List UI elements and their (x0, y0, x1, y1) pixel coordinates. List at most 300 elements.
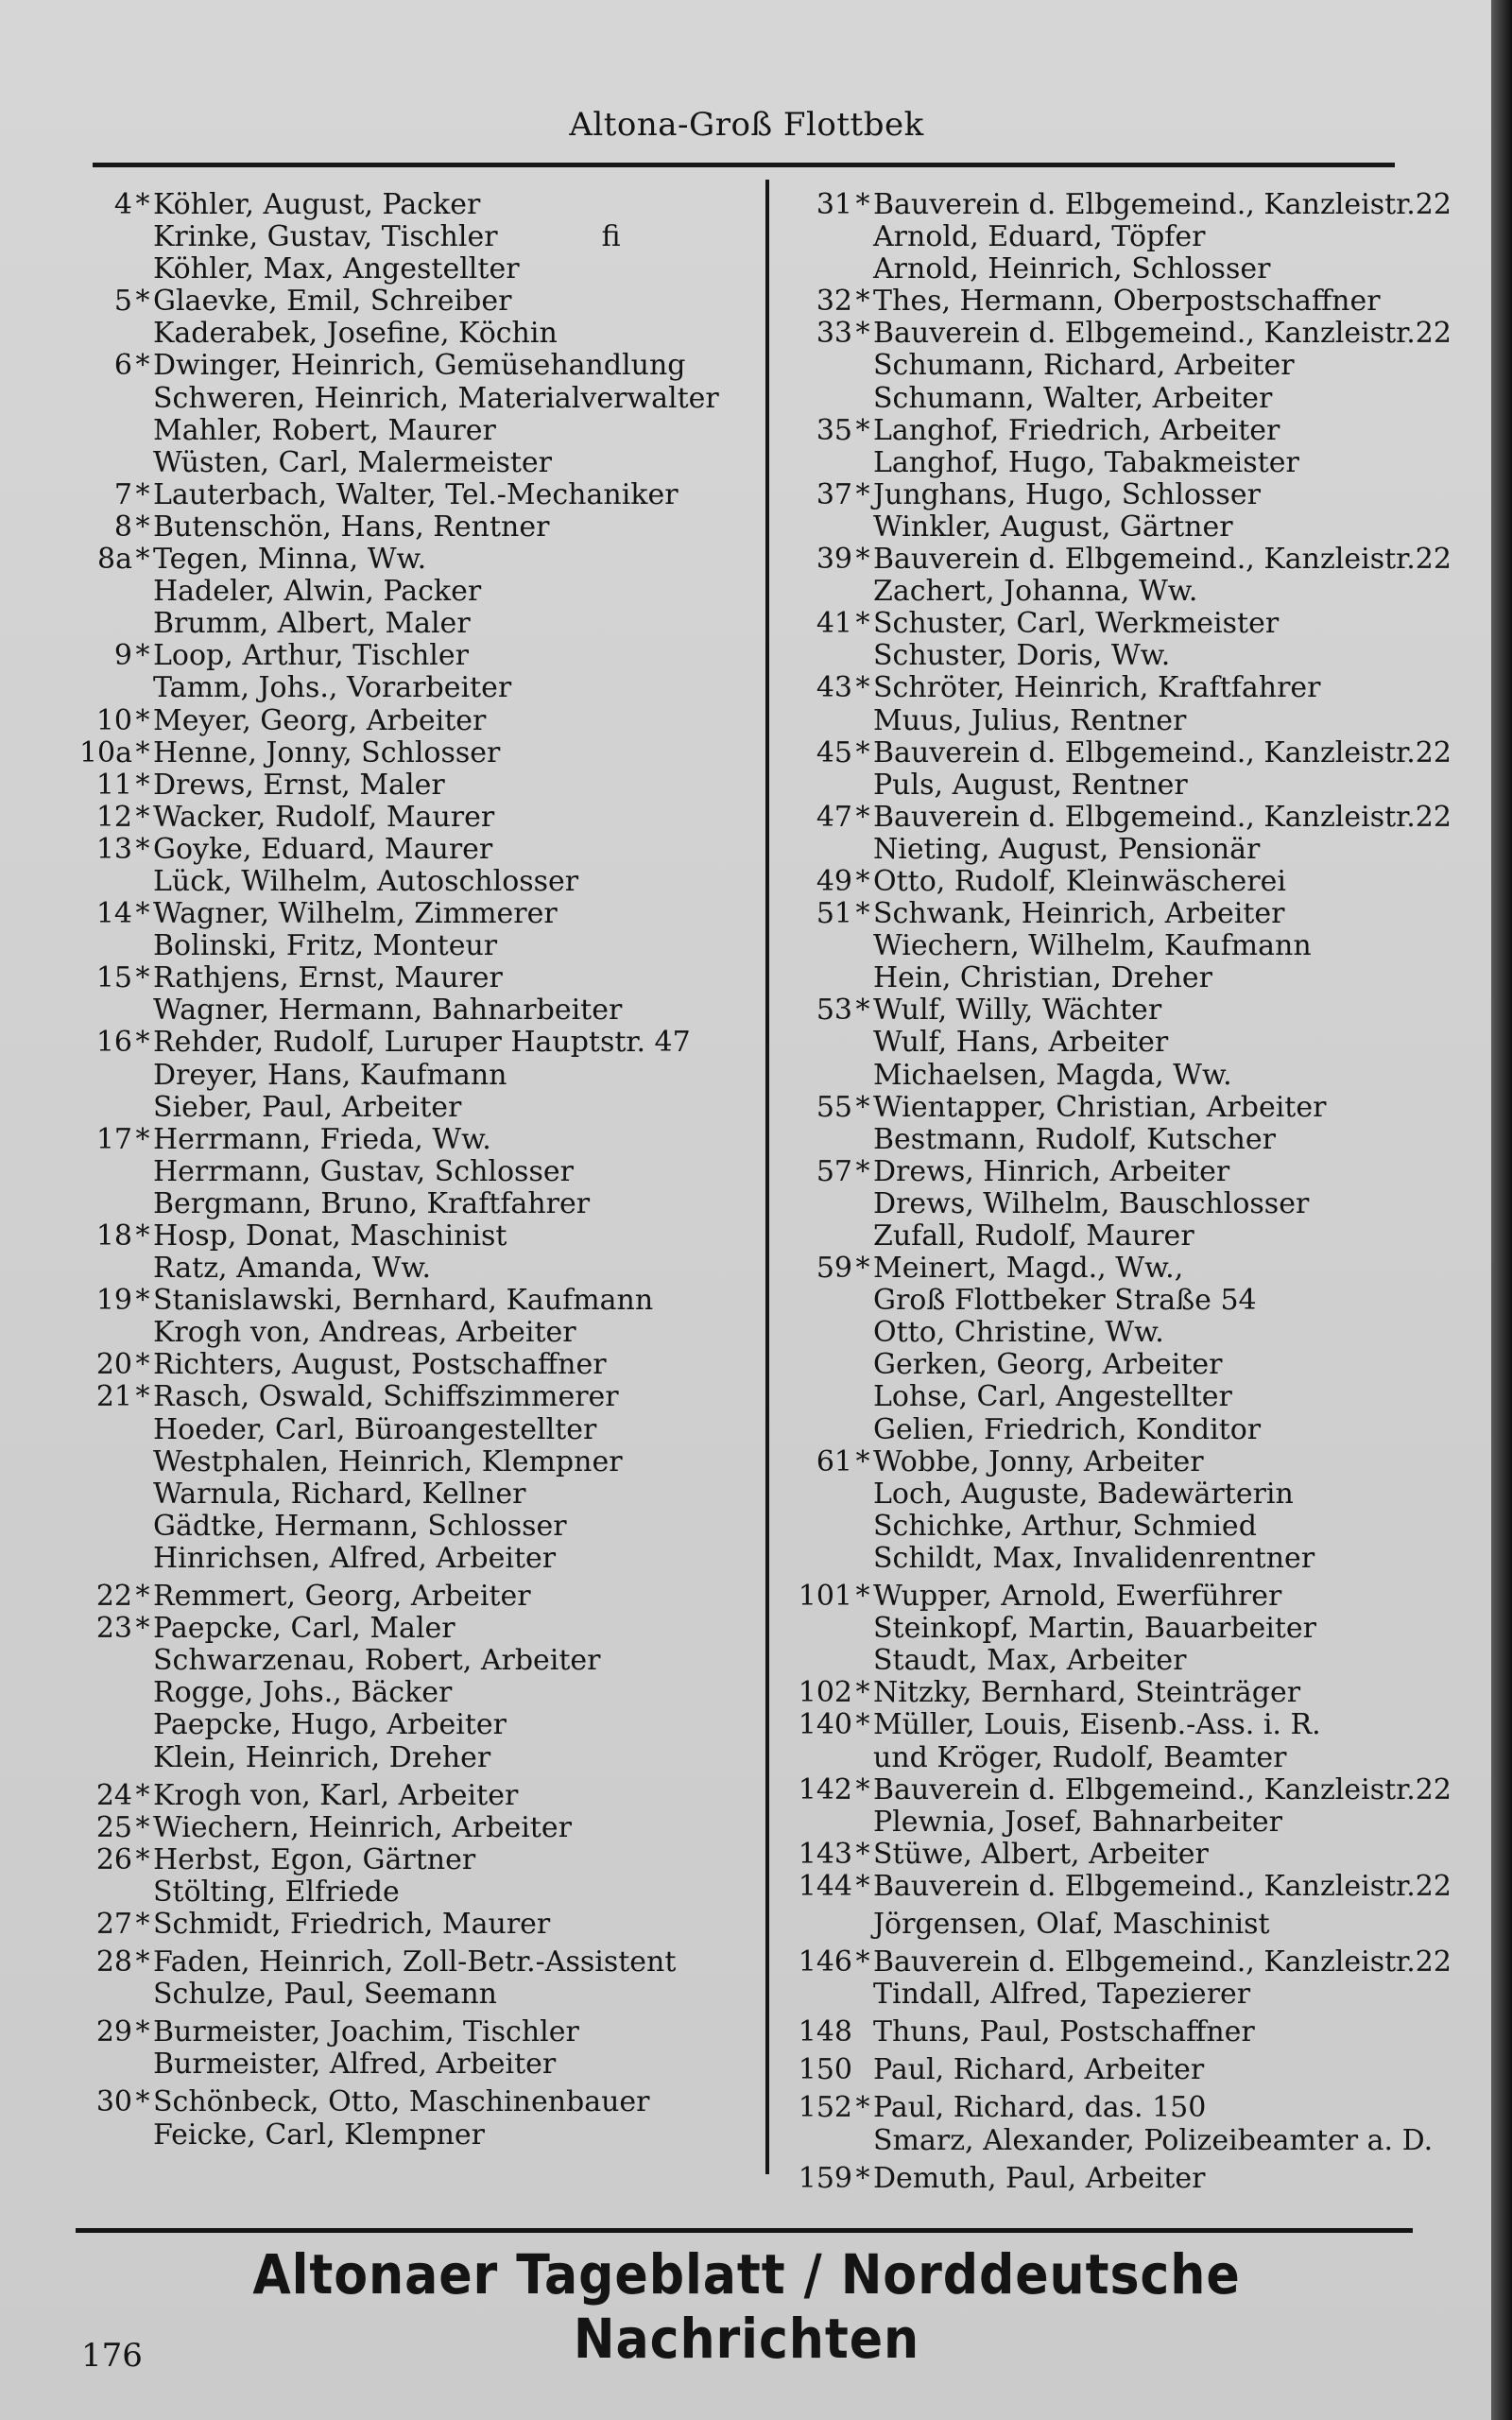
owner-asterisk: * (855, 1837, 870, 1871)
owner-asterisk: * (855, 2091, 870, 2125)
directory-entry (765, 834, 1484, 866)
directory-entry (57, 1742, 756, 1774)
directory-entry (57, 1946, 756, 1979)
resident-name: Tindall, Alfred, Tapezierer (873, 1978, 1251, 2012)
directory-entry (765, 1220, 1484, 1253)
resident-name: Paepcke, Hugo, Arbeiter (153, 1708, 507, 1742)
directory-entry (57, 1511, 756, 1543)
house-number (57, 866, 132, 898)
directory-entry (57, 802, 756, 834)
directory-entry (57, 1317, 756, 1349)
house-number: 25 (95, 1810, 132, 1844)
directory-entry (57, 285, 756, 318)
house-number: 23 (95, 1612, 132, 1646)
house-number: 28 (95, 1945, 132, 1979)
owner-asterisk: * (135, 961, 150, 995)
house-number (765, 1124, 852, 1156)
owner-asterisk (132, 1742, 153, 1774)
directory-entry (765, 1092, 1484, 1124)
owner-asterisk: * (135, 768, 150, 802)
resident-name: Langhof, Hugo, Tabakmeister (873, 445, 1299, 479)
house-number: 37 (816, 477, 852, 511)
directory-entry (57, 576, 756, 608)
resident-name: Wagner, Hermann, Bahnarbeiter (153, 994, 623, 1028)
resident-name: Schwank, Heinrich, Arbeiter (873, 897, 1285, 931)
resident-name: Puls, August, Rentner (873, 768, 1188, 802)
directory-entry (57, 189, 756, 221)
owner-asterisk: * (855, 543, 870, 577)
owner-asterisk (852, 1645, 873, 1677)
owner-asterisk (852, 1478, 873, 1511)
owner-asterisk: * (135, 703, 150, 737)
directory-entry (765, 898, 1484, 930)
resident-name: Rasch, Oswald, Schiffszimmerer (153, 1380, 619, 1414)
directory-entry (57, 930, 756, 962)
owner-asterisk (852, 2125, 873, 2157)
footer-rule (76, 2228, 1413, 2233)
house-number (765, 447, 852, 479)
owner-asterisk: * (855, 413, 870, 447)
directory-entry (57, 1446, 756, 1478)
owner-asterisk: * (855, 607, 870, 641)
house-number: 4 (113, 188, 132, 221)
house-number (765, 1645, 852, 1677)
resident-name: Loop, Arthur, Tischler (153, 639, 469, 673)
resident-name: Schulze, Paul, Seemann (153, 1978, 497, 2012)
house-number: 146 (798, 1945, 852, 1979)
resident-name: Krinke, Gustav, Tischler (153, 220, 498, 254)
house-number (57, 1709, 132, 1741)
directory-entry (765, 1156, 1484, 1188)
resident-name: Zufall, Rudolf, Maurer (873, 1219, 1194, 1253)
directory-entry (57, 544, 756, 576)
house-number: 33 (816, 317, 852, 351)
resident-name: Bauverein d. Elbgemeind., Kanzleistr.22 (873, 735, 1452, 769)
owner-asterisk: * (135, 735, 150, 769)
house-number: 102 (798, 1676, 852, 1710)
house-number (765, 1478, 852, 1511)
resident-name: Brumm, Albert, Maler (153, 607, 471, 641)
house-number: 21 (95, 1380, 132, 1414)
house-number (765, 930, 852, 962)
owner-asterisk (852, 1543, 873, 1575)
owner-asterisk: * (135, 800, 150, 834)
owner-asterisk (852, 1188, 873, 1220)
resident-name: Krogh von, Karl, Arbeiter (153, 1778, 519, 1812)
house-number: 10a (78, 735, 132, 769)
page-edge-shadow (1491, 0, 1512, 2420)
house-number: 61 (816, 1444, 852, 1478)
directory-entry (57, 1780, 756, 1812)
resident-name: Herrmann, Frieda, Ww. (153, 1122, 491, 1156)
resident-name: Bauverein d. Elbgemeind., Kanzleistr.22 (873, 1772, 1452, 1806)
house-number: 140 (798, 1708, 852, 1742)
resident-name: Staudt, Max, Arbeiter (873, 1644, 1187, 1678)
resident-name: Wulf, Hans, Arbeiter (873, 1026, 1169, 1060)
house-number: 144 (798, 1869, 852, 1903)
house-number: 30 (95, 2085, 132, 2119)
resident-name: Nitzky, Bernhard, Steinträger (873, 1676, 1301, 1710)
directory-entry (57, 2086, 756, 2118)
house-number (57, 1414, 132, 1446)
house-number (57, 1188, 132, 1220)
owner-asterisk: * (855, 1252, 870, 1286)
directory-entry (765, 1645, 1484, 1677)
resident-name: Otto, Rudolf, Kleinwäscherei (873, 864, 1286, 898)
house-number (57, 1677, 132, 1709)
resident-name: Faden, Heinrich, Zoll-Betr.-Assistent (153, 1945, 677, 1979)
resident-name: Muus, Julius, Rentner (873, 703, 1187, 737)
directory-entry (57, 415, 756, 447)
resident-name: Bauverein d. Elbgemeind., Kanzleistr.22 (873, 1869, 1452, 1903)
directory-entry (765, 576, 1484, 608)
resident-name: Steinkopf, Martin, Bauarbeiter (873, 1612, 1316, 1646)
directory-entry (765, 1027, 1484, 1059)
house-number: 10 (95, 703, 132, 737)
resident-name: Wiechern, Wilhelm, Kaufmann (873, 929, 1312, 963)
resident-name: Goyke, Eduard, Maurer (153, 832, 493, 866)
owner-asterisk (852, 1613, 873, 1645)
house-number (765, 511, 852, 544)
resident-name: Thuns, Paul, Postschaffner (873, 2015, 1255, 2049)
resident-name: Bolinski, Fritz, Monteur (153, 929, 498, 963)
owner-asterisk: * (135, 1284, 150, 1318)
directory-entry (57, 350, 756, 382)
owner-asterisk: * (855, 477, 870, 511)
right-column (765, 189, 1484, 2195)
house-number (57, 221, 132, 253)
resident-name: Plewnia, Josef, Bahnarbeiter (873, 1805, 1282, 1839)
resident-name: Schweren, Heinrich, Materialverwalter (153, 381, 719, 415)
house-number (57, 576, 132, 608)
left-column (57, 189, 756, 2152)
house-number (57, 2048, 132, 2081)
directory-entry (57, 2016, 756, 2048)
owner-asterisk (132, 994, 153, 1027)
resident-name: Arnold, Eduard, Töpfer (873, 220, 1206, 254)
directory-entry (57, 866, 756, 898)
house-number: 43 (816, 671, 852, 705)
directory-entry (57, 1909, 756, 1941)
resident-name: Langhof, Friedrich, Arbeiter (873, 413, 1280, 447)
owner-asterisk: * (135, 543, 150, 577)
resident-name: Mahler, Robert, Maurer (153, 413, 496, 447)
resident-name: Gädtke, Hermann, Schlosser (153, 1509, 567, 1543)
owner-asterisk (132, 1979, 153, 2011)
house-number: 24 (95, 1778, 132, 1812)
house-number (57, 1317, 132, 1349)
directory-entry (765, 608, 1484, 640)
directory-entry (765, 383, 1484, 415)
resident-name: Gerken, Georg, Arbeiter (873, 1348, 1223, 1382)
resident-name: Klein, Heinrich, Dreher (153, 1740, 491, 1774)
owner-asterisk: * (135, 1026, 150, 1060)
house-number (57, 1478, 132, 1511)
directory-entry (57, 994, 756, 1027)
house-number (57, 994, 132, 1027)
owner-asterisk: * (135, 2085, 150, 2119)
directory-entry (57, 1220, 756, 1253)
owner-asterisk (132, 1414, 153, 1446)
resident-name: Otto, Christine, Ww. (873, 1316, 1164, 1350)
page-number: 176 (81, 2337, 143, 2375)
owner-asterisk (852, 350, 873, 382)
resident-name: Bauverein d. Elbgemeind., Kanzleistr.22 (873, 188, 1452, 221)
house-number: 51 (816, 897, 852, 931)
resident-name: Dreyer, Hans, Kaufmann (153, 1058, 507, 1092)
directory-entry (57, 1581, 756, 1613)
owner-asterisk (852, 769, 873, 802)
resident-name: Bauverein d. Elbgemeind., Kanzleistr.22 (873, 1945, 1452, 1979)
house-number (57, 318, 132, 350)
owner-asterisk: * (135, 285, 150, 319)
house-number: 39 (816, 543, 852, 577)
owner-asterisk (132, 1317, 153, 1349)
resident-name: Michaelsen, Magda, Ww. (873, 1058, 1232, 1092)
owner-asterisk (132, 318, 153, 350)
house-number (765, 1613, 852, 1645)
resident-name: Junghans, Hugo, Schlosser (873, 477, 1261, 511)
directory-entry (765, 285, 1484, 318)
owner-asterisk (852, 511, 873, 544)
owner-asterisk: * (135, 1380, 150, 1414)
resident-name: Wobbe, Jonny, Arbeiter (873, 1444, 1204, 1478)
owner-asterisk (132, 930, 153, 962)
owner-asterisk: * (135, 1778, 150, 1812)
owner-asterisk (852, 1909, 873, 1941)
owner-asterisk (852, 1317, 873, 1349)
owner-asterisk: * (855, 1772, 870, 1806)
owner-asterisk (852, 383, 873, 415)
resident-name: Lauterbach, Walter, Tel.-Mechaniker (153, 477, 679, 511)
owner-asterisk (132, 253, 153, 285)
directory-entry (57, 447, 756, 479)
owner-asterisk: * (135, 477, 150, 511)
resident-name: Burmeister, Joachim, Tischler (153, 2015, 579, 2049)
resident-name: Bergmann, Bruno, Kraftfahrer (153, 1186, 591, 1220)
owner-asterisk (132, 1060, 153, 1092)
house-number (765, 1188, 852, 1220)
resident-name: Hosp, Donat, Maschinist (153, 1219, 507, 1253)
resident-name: Hoeder, Carl, Büroangestellter (153, 1412, 597, 1446)
resident-name: Sieber, Paul, Arbeiter (153, 1090, 462, 1124)
house-number (765, 221, 852, 253)
house-number: 11 (95, 768, 132, 802)
owner-asterisk: * (135, 1348, 150, 1382)
directory-entry (57, 1027, 756, 1059)
owner-asterisk (852, 834, 873, 866)
owner-asterisk (132, 2119, 153, 2152)
house-number: 142 (798, 1772, 852, 1806)
directory-entry (765, 544, 1484, 576)
page-header: Altona-Groß Flottbek (569, 106, 924, 144)
resident-name: Schumann, Walter, Arbeiter (873, 381, 1273, 415)
house-number: 148 (798, 2015, 852, 2049)
house-number: 45 (816, 735, 852, 769)
house-number: 20 (95, 1348, 132, 1382)
owner-asterisk: * (855, 1869, 870, 1903)
house-number (765, 383, 852, 415)
directory-entry (57, 737, 756, 769)
owner-asterisk: * (135, 349, 150, 383)
house-number: 159 (798, 2161, 852, 2195)
directory-entry (765, 1613, 1484, 1645)
owner-asterisk (132, 1876, 153, 1909)
directory-entry (765, 672, 1484, 704)
house-number: 15 (95, 961, 132, 995)
owner-asterisk (132, 415, 153, 447)
owner-asterisk (132, 221, 153, 253)
directory-entry (57, 221, 756, 253)
owner-asterisk: * (135, 1945, 150, 1979)
directory-entry (765, 1188, 1484, 1220)
owner-asterisk (852, 253, 873, 285)
house-number: 150 (798, 2053, 852, 2087)
owner-asterisk: * (855, 800, 870, 834)
directory-entry (57, 898, 756, 930)
house-number (57, 253, 132, 285)
house-number (765, 1806, 852, 1839)
resident-name: Henne, Jonny, Schlosser (153, 735, 501, 769)
owner-asterisk: * (135, 1122, 150, 1156)
house-number (57, 672, 132, 704)
house-number (57, 415, 132, 447)
resident-name: Wagner, Wilhelm, Zimmerer (153, 897, 558, 931)
directory-entry (765, 640, 1484, 672)
owner-asterisk (852, 1285, 873, 1317)
resident-name: Gelien, Friedrich, Konditor (873, 1412, 1262, 1446)
owner-asterisk: * (855, 1444, 870, 1478)
directory-entry (57, 1979, 756, 2011)
house-number: 18 (95, 1219, 132, 1253)
owner-asterisk: * (135, 1580, 150, 1614)
owner-asterisk: * (855, 671, 870, 705)
resident-name: Bauverein d. Elbgemeind., Kanzleistr.22 (873, 317, 1452, 351)
owner-asterisk (132, 1543, 153, 1575)
house-number: 55 (816, 1090, 852, 1124)
directory-entry (765, 1285, 1484, 1317)
resident-name: Wupper, Arnold, Ewerführer (873, 1580, 1282, 1614)
house-number (765, 834, 852, 866)
resident-name: Dwinger, Heinrich, Gemüsehandlung (153, 349, 686, 383)
owner-asterisk: * (855, 735, 870, 769)
directory-entry (57, 1876, 756, 1909)
directory-entry (765, 350, 1484, 382)
house-number (57, 1543, 132, 1575)
house-number (765, 1414, 852, 1446)
house-number: 8 (113, 510, 132, 544)
directory-entry (57, 2048, 756, 2081)
owner-asterisk (852, 1381, 873, 1413)
directory-entry (57, 1124, 756, 1156)
header-rule (93, 163, 1395, 167)
resident-name: Rogge, Johs., Bäcker (153, 1676, 453, 1710)
resident-name: Groß Flottbeker Straße 54 (873, 1284, 1257, 1318)
resident-name: Herbst, Egon, Gärtner (153, 1842, 476, 1876)
owner-asterisk: * (855, 1154, 870, 1188)
resident-name: Müller, Louis, Eisenb.-Ass. i. R. (873, 1708, 1321, 1742)
directory-entry (57, 253, 756, 285)
resident-name: Feicke, Carl, Klempner (153, 2118, 486, 2152)
resident-name: Westphalen, Heinrich, Klempner (153, 1444, 623, 1478)
resident-name: Herrmann, Gustav, Schlosser (153, 1154, 574, 1188)
directory-entry (57, 1188, 756, 1220)
resident-name: Lohse, Carl, Angestellter (873, 1380, 1232, 1414)
owner-asterisk: * (855, 285, 870, 319)
newspaper-banner: Altonaer Tageblatt / Norddeutsche Nachrichten (252, 2242, 1241, 2371)
house-number (57, 1979, 132, 2011)
directory-entry (57, 640, 756, 672)
resident-name: Ratz, Amanda, Ww. (153, 1252, 432, 1286)
directory-entry (57, 1645, 756, 1677)
directory-entry (765, 769, 1484, 802)
owner-asterisk (852, 705, 873, 737)
resident-name: Arnold, Heinrich, Schlosser (873, 252, 1271, 286)
directory-entry (765, 1446, 1484, 1478)
owner-asterisk: * (855, 1945, 870, 1979)
directory-entry (57, 1060, 756, 1092)
resident-name: Bauverein d. Elbgemeind., Kanzleistr.22 (873, 800, 1452, 834)
directory-entry (57, 1543, 756, 1575)
directory-entry (57, 2119, 756, 2152)
owner-asterisk: * (855, 317, 870, 351)
owner-asterisk: * (855, 1580, 870, 1614)
owner-asterisk: * (135, 1810, 150, 1844)
house-number: 17 (95, 1122, 132, 1156)
owner-asterisk: * (855, 1676, 870, 1710)
owner-asterisk (132, 576, 153, 608)
directory-entry (57, 511, 756, 544)
owner-asterisk (852, 1511, 873, 1543)
resident-name: Richters, August, Postschaffner (153, 1348, 607, 1382)
house-number (765, 576, 852, 608)
directory-entry (765, 2016, 1484, 2048)
house-number: 12 (95, 800, 132, 834)
directory-entry (765, 1979, 1484, 2011)
owner-asterisk (132, 1709, 153, 1741)
resident-name: Burmeister, Alfred, Arbeiter (153, 2048, 557, 2082)
resident-name: Paul, Richard, das. 150 (873, 2091, 1207, 2125)
house-number (57, 1060, 132, 1092)
resident-name: Hadeler, Alwin, Packer (153, 575, 482, 609)
directory-entry (765, 2092, 1484, 2124)
directory-entry (765, 737, 1484, 769)
directory-entry (57, 705, 756, 737)
resident-name: Schönbeck, Otto, Maschinenbauer (153, 2085, 650, 2119)
house-number: 19 (95, 1284, 132, 1318)
directory-entry (765, 1806, 1484, 1839)
resident-name: Schuster, Carl, Werkmeister (873, 607, 1280, 641)
resident-name: Rehder, Rudolf, Luruper Hauptstr. 47 (153, 1026, 691, 1060)
house-number (765, 1511, 852, 1543)
resident-name: Drews, Wilhelm, Bauschlosser (873, 1186, 1310, 1220)
house-number: 6 (113, 349, 132, 383)
house-number (765, 962, 852, 994)
owner-asterisk (132, 672, 153, 704)
directory-entry (57, 1709, 756, 1741)
house-number: 29 (95, 2015, 132, 2049)
owner-asterisk (132, 866, 153, 898)
house-number: 152 (798, 2091, 852, 2125)
house-number (765, 253, 852, 285)
owner-asterisk (852, 1979, 873, 2011)
owner-asterisk (852, 930, 873, 962)
resident-name: Bauverein d. Elbgemeind., Kanzleistr.22 (873, 543, 1452, 577)
resident-name: Hinrichsen, Alfred, Arbeiter (153, 1541, 557, 1575)
owner-asterisk (132, 1446, 153, 1478)
directory-entry (765, 1946, 1484, 1979)
directory-entry (765, 1381, 1484, 1413)
